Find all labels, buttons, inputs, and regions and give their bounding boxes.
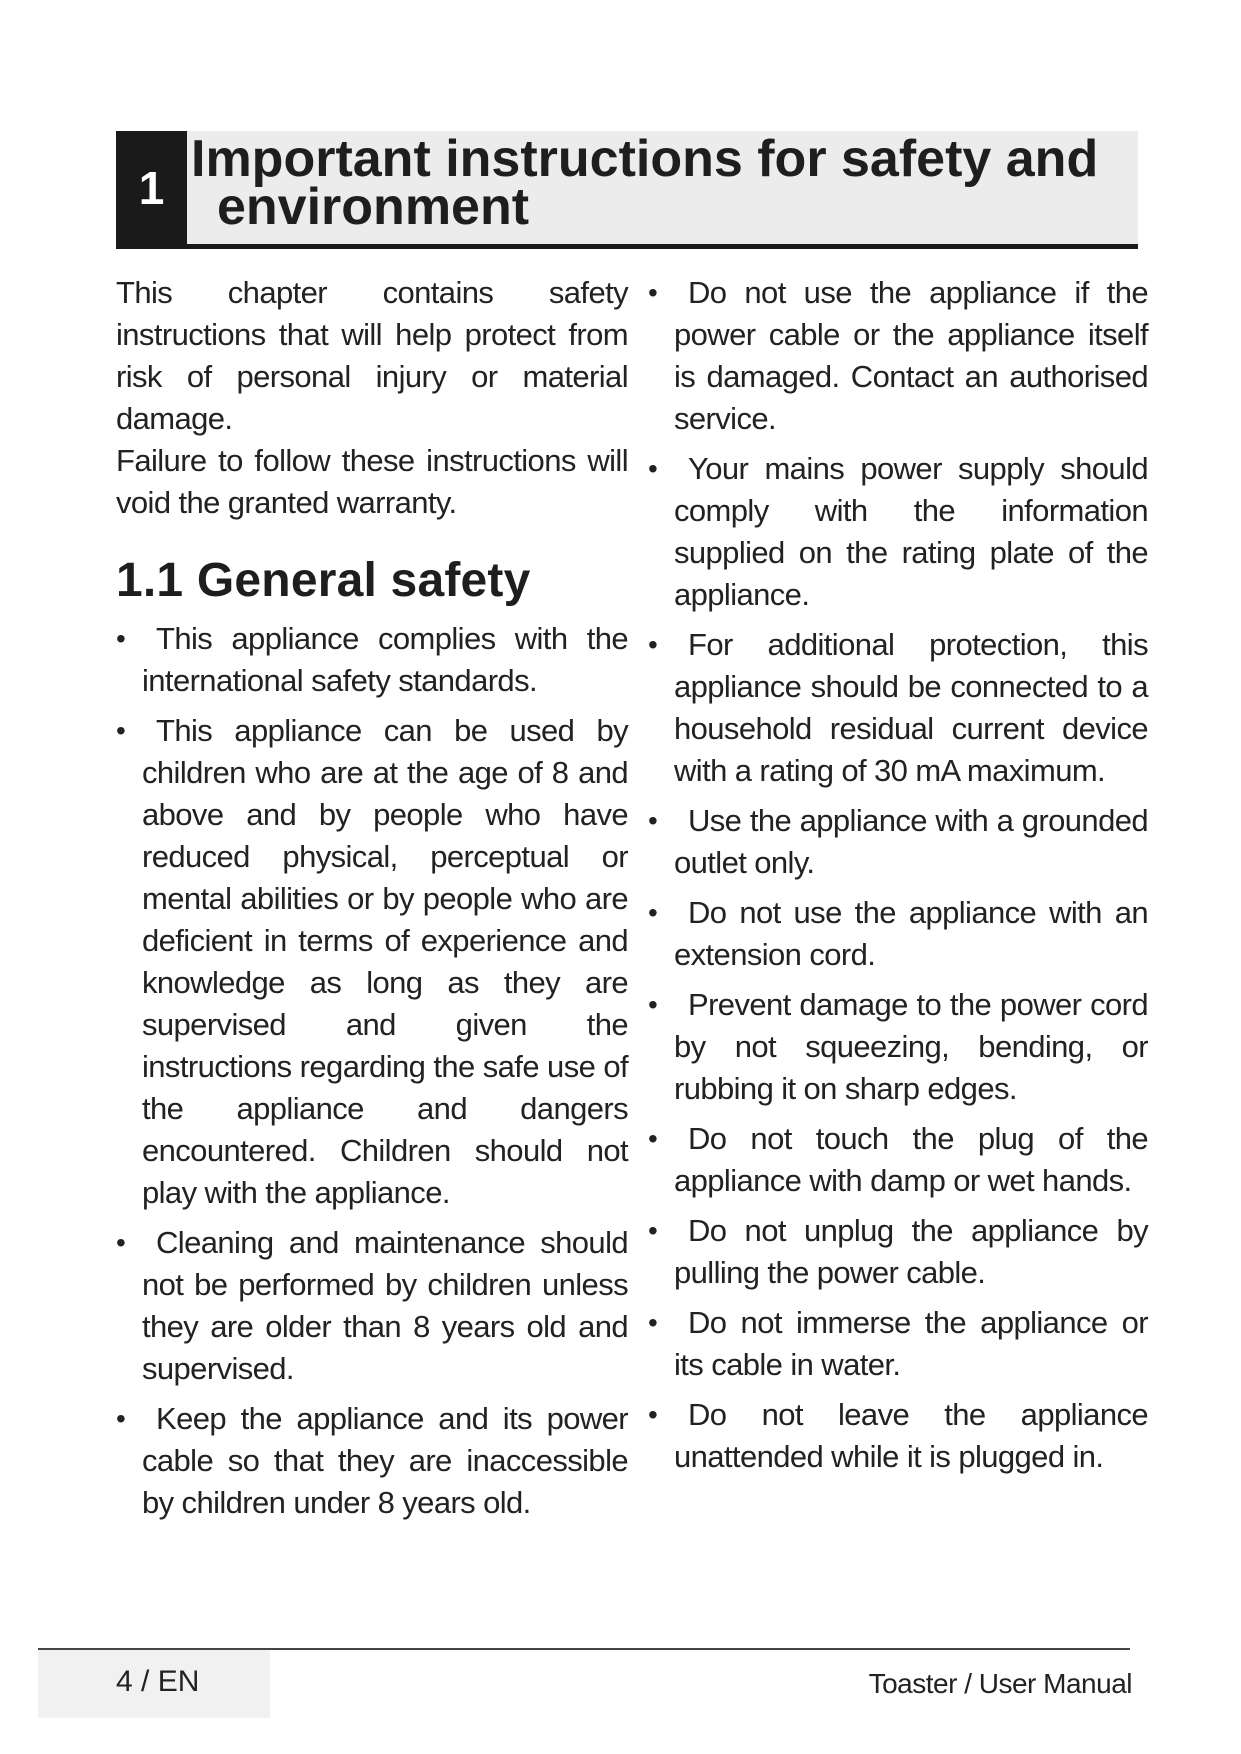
bullet-icon: • <box>648 1215 658 1246</box>
bullet-icon: • <box>116 715 126 746</box>
list-item <box>116 1398 628 1524</box>
bullet-icon: • <box>648 277 658 308</box>
footer-document-title: Toaster / User Manual <box>868 1668 1132 1699</box>
footer-divider <box>38 1648 1130 1650</box>
right-bullet-list <box>648 272 1148 1478</box>
list-item <box>648 1394 1148 1478</box>
list-item <box>648 1118 1148 1202</box>
bullet-icon: • <box>648 629 658 660</box>
list-item <box>116 618 628 702</box>
bullet-icon: • <box>648 805 658 836</box>
section-title: 1.1 General safety <box>116 554 531 607</box>
list-item-text: Do not use the appliance with an extension cord. <box>674 895 1148 972</box>
bullet-icon: • <box>648 1399 658 1430</box>
bullet-icon: • <box>648 453 658 484</box>
left-bullet-list <box>116 618 628 1524</box>
intro-paragraph: This chapter contains safety instructions that will help protect from risk of personal injury or material damage. <box>116 275 628 436</box>
bullet-icon: • <box>116 1227 126 1258</box>
list-item-text: Prevent damage to the power cord by not squeezing, bending, or rubbing it on sharp edges. <box>674 987 1148 1106</box>
footer-page-number: 4 / EN <box>116 1665 200 1698</box>
list-item-text: This appliance can be used by children who are at the age of 8 and above and by people who have reduced physical, perceptual or mental abilities or by people who are deficient in terms of experience and knowledge as long as they are supervised and given the instructions regarding the safe use of the appliance and dangers encountered. Children should not play with the appliance. <box>142 713 628 1210</box>
list-item <box>648 984 1148 1110</box>
chapter-title-line1: Important instructions for safety and <box>191 130 1099 188</box>
bullet-icon: • <box>648 897 658 928</box>
chapter-title <box>191 130 1131 236</box>
bullet-icon: • <box>116 1403 126 1434</box>
list-item-text: Do not unplug the appliance by pulling the power cable. <box>674 1213 1148 1290</box>
chapter-header <box>116 131 1138 249</box>
list-item-text: Do not leave the appliance unattended while it is plugged in. <box>674 1397 1148 1474</box>
chapter-title-line2: environment <box>217 178 530 236</box>
list-item <box>116 1222 628 1390</box>
chapter-number: 1 <box>116 131 187 244</box>
bullet-icon: • <box>648 1123 658 1154</box>
list-item <box>648 272 1148 440</box>
list-item <box>648 892 1148 976</box>
right-column <box>648 272 1148 1486</box>
list-item <box>648 448 1148 616</box>
intro <box>116 272 628 524</box>
list-item <box>648 1210 1148 1294</box>
bullet-icon: • <box>648 1307 658 1338</box>
list-item-text: Do not use the appliance if the power cable or the appliance itself is damaged. Contact an authorised service. <box>674 275 1148 436</box>
list-item <box>648 800 1148 884</box>
list-item <box>648 624 1148 792</box>
list-item-text: For additional protection, this appliance should be connected to a household residual current device with a rating of 30 mA maximum. <box>674 627 1148 788</box>
list-item-text: Keep the appliance and its power cable so that they are inaccessible by children under 8 years old. <box>142 1401 628 1520</box>
list-item <box>116 710 628 1214</box>
list-item-text: Use the appliance with a grounded outlet only. <box>674 803 1148 880</box>
intro-paragraph: Failure to follow these instructions will void the granted warranty. <box>116 443 628 520</box>
left-column <box>116 272 628 1532</box>
list-item-text: Your mains power supply should comply with the information supplied on the rating plate of the appliance. <box>674 451 1148 612</box>
bullet-icon: • <box>648 989 658 1020</box>
list-item-text: Do not immerse the appliance or its cable in water. <box>674 1305 1148 1382</box>
list-item-text: Do not touch the plug of the appliance with damp or wet hands. <box>674 1121 1148 1198</box>
list-item-text: Cleaning and maintenance should not be performed by children unless they are older than 8 years old and supervised. <box>142 1225 628 1386</box>
list-item <box>648 1302 1148 1386</box>
list-item-text: This appliance complies with the international safety standards. <box>142 621 628 698</box>
bullet-icon: • <box>116 623 126 654</box>
